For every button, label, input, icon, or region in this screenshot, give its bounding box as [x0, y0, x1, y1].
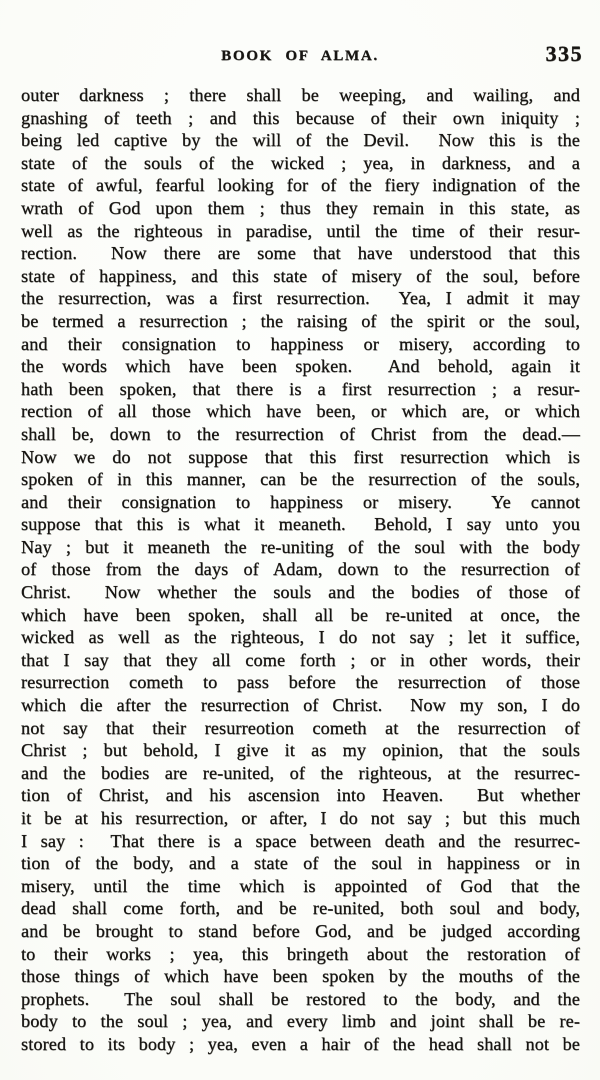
text-line: dead shall come forth, and be re-united, both soul and body, [21, 898, 580, 919]
text-line: Now we do not suppose that this first resurrection which is [21, 446, 580, 467]
text-line: and be brought to stand before God, and be judged according [21, 920, 580, 941]
text-line: state of happiness, and this state of misery of the soul, before [21, 265, 580, 286]
text-line: well as the righteous in paradise, until the time of their resur- [21, 220, 580, 241]
text-line: which have been spoken, shall all be re-united at once, the [21, 604, 580, 625]
page-number: 335 [545, 41, 583, 66]
text-line: the resurrection, was a first resurrection. Yea, I admit it may [21, 288, 580, 309]
text-line: to their works ; yea, this bringeth about the restoration of [21, 943, 580, 964]
text-line: state of the souls of the wicked ; yea, in darkness, and a [21, 152, 580, 173]
text-line: rection. Now there are some that have understood that this [21, 243, 580, 264]
text-line: which die after the resurrection of Christ. Now my son, I do [21, 695, 580, 716]
text-line: body to the soul ; yea, and every limb and joint shall be re- [21, 1011, 580, 1032]
text-line: Christ ; but behold, I give it as my opinion, that the souls [21, 740, 580, 761]
text-line: resurrection cometh to pass before the resurrection of those [21, 672, 580, 693]
text-line: wrath of God upon them ; thus they remain in this state, as [21, 197, 580, 218]
text-line: suppose that this is what it meaneth. Behold, I say unto you [21, 514, 580, 535]
text-line: Nay ; but it meaneth the re-uniting of the soul with the body [21, 536, 580, 557]
text-line: prophets. The soul shall be restored to the body, and the [21, 988, 580, 1009]
text-line: not say that their resurreotion cometh at the resurrection of [21, 717, 580, 738]
body-text [21, 84, 580, 1056]
text-line: that I say that they all come forth ; or in other words, their [21, 649, 580, 670]
page-header [0, 41, 600, 71]
text-line: the words which have been spoken. And behold, again it [21, 356, 580, 377]
text-line: and the bodies are re-united, of the righteous, at the resurrec- [21, 762, 580, 783]
text-line: tion of Christ, and his ascension into Heaven. But whether [21, 785, 580, 806]
text-line: being led captive by the will of the Devil. Now this is the [21, 130, 580, 151]
text-line: it be at his resurrection, or after, I do not say ; but this much [21, 808, 580, 828]
text-line: outer darkness ; there shall be weeping, and wailing, and [21, 85, 580, 105]
text-line: those things of which have been spoken by the mouths of the [21, 966, 580, 987]
text-line: and their consignation to happiness or misery. Ye cannot [21, 491, 580, 512]
text-line: gnashing of teeth ; and this because of their own iniquity ; [21, 107, 580, 128]
text-line: of those from the days of Adam, down to the resurrection of [21, 559, 580, 580]
text-line: tion of the body, and a state of the soul in happiness or in [21, 853, 580, 874]
text-line: hath been spoken, that there is a first resurrection ; a resur- [21, 378, 580, 399]
running-header-title: BOOK OF ALMA. [221, 48, 379, 64]
text-line: rection of all those which have been, or which are, or which [21, 401, 580, 422]
text-line: wicked as well as the righteous, I do not say ; let it suffice, [21, 627, 580, 648]
text-line: misery, until the time which is appointed of God that the [21, 875, 580, 896]
text-line: I say : That there is a space between death and the resurrec- [21, 830, 580, 851]
text-line: state of awful, fearful looking for of the fiery indignation of the [21, 175, 580, 196]
text-line: shall be, down to the resurrection of Christ from the dead.— [21, 423, 580, 444]
text-line: and their consignation to happiness or misery, according to [21, 333, 580, 354]
text-line: be termed a resurrection ; the raising of the spirit or the soul, [21, 310, 580, 331]
text-line: spoken of in this manner, can be the resurrection of the souls, [21, 469, 580, 490]
text-line: Christ. Now whether the souls and the bodies of those of [21, 582, 580, 603]
text-line: stored to its body ; yea, even a hair of the head shall not be [21, 1033, 580, 1054]
